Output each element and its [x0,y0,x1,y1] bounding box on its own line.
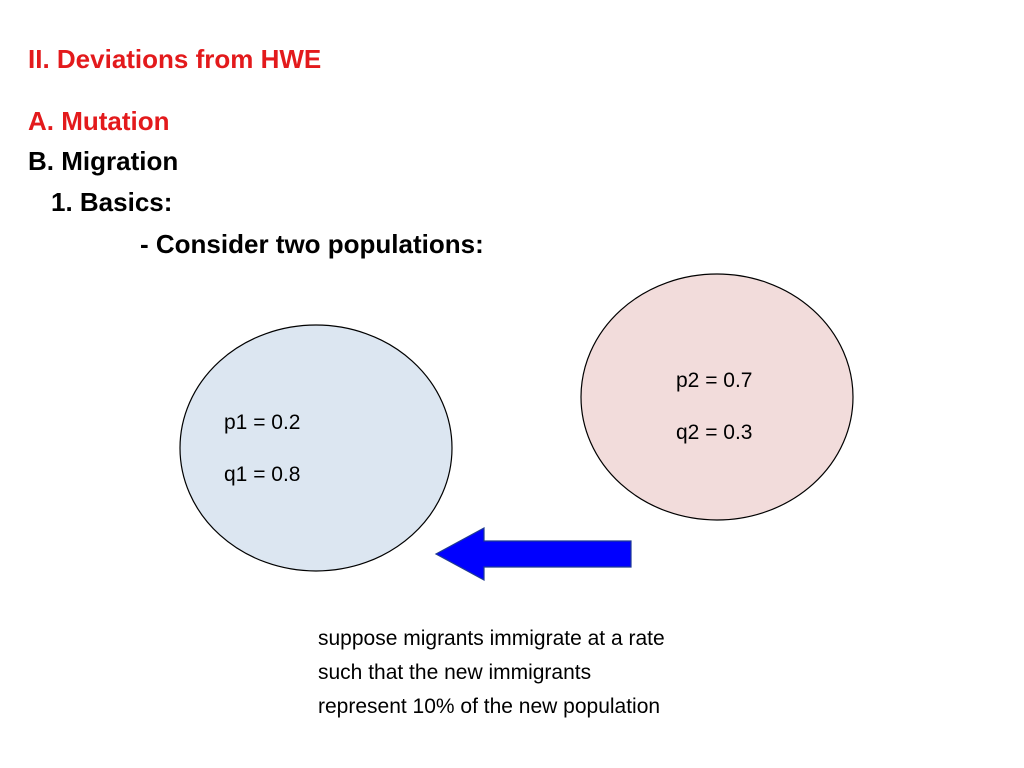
population-1-circle [180,325,452,571]
population-1-q-value: q1 = 0.8 [224,463,301,486]
population-2-q-value: q2 = 0.3 [676,421,753,444]
caption-line: such that the new immigrants [318,661,592,684]
population-2-circle [581,274,853,520]
outline-item-consider: - Consider two populations: [140,229,484,259]
outline-item-migration: B. Migration [28,146,179,176]
migration-arrow [436,528,631,580]
population-2-p-value: p2 = 0.7 [676,369,753,392]
migration-caption [318,622,778,724]
outline-item-basics: 1. Basics: [51,187,173,217]
population-1-p-value: p1 = 0.2 [224,411,301,434]
outline-item-mutation: A. Mutation [28,106,170,136]
caption-line: represent 10% of the new population [318,695,661,718]
caption-line: suppose migrants immigrate at a rate [318,627,665,650]
slide-title: II. Deviations from HWE [28,44,322,74]
